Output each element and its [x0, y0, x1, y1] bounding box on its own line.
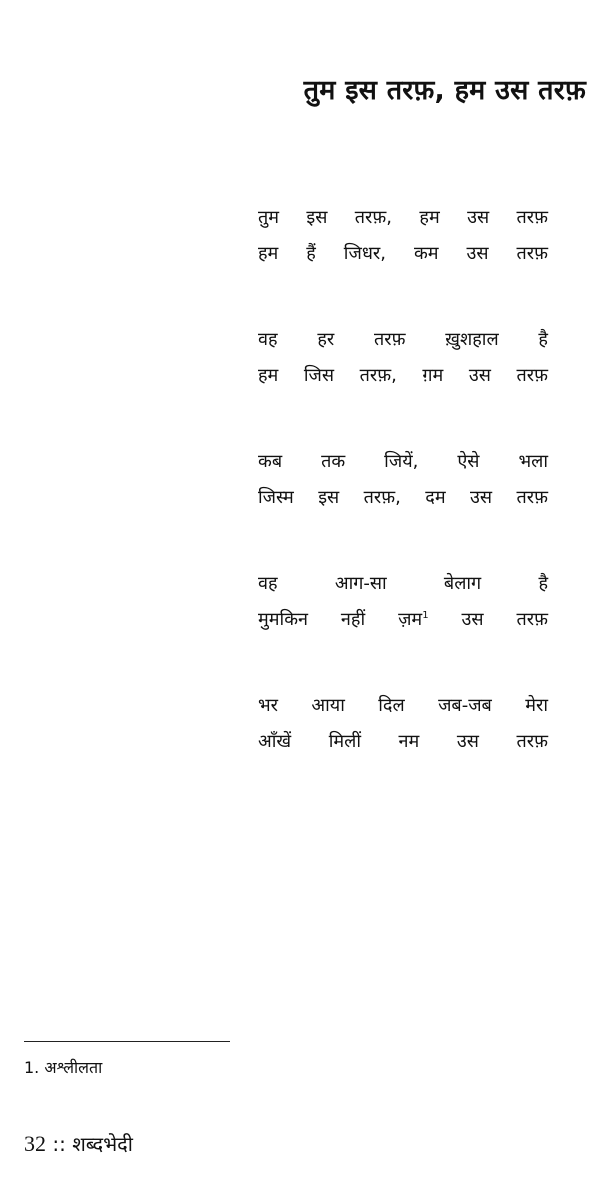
poem-line: जिस्म इस तरफ़, दम उस तरफ़	[258, 487, 548, 508]
footnote-divider	[24, 1041, 230, 1042]
poem-line: कब तक जियें, ऐसे भला	[258, 451, 548, 472]
stanza-5	[258, 688, 548, 760]
page-number: 32	[24, 1131, 46, 1156]
stanza-1	[258, 200, 548, 272]
poem-line: हम जिस तरफ़, ग़म उस तरफ़	[258, 365, 548, 386]
poem-line: हम हैं जिधर, कम उस तरफ़	[258, 243, 548, 264]
page-footer	[24, 1130, 133, 1157]
poem-line: वह हर तरफ़ ख़ुशहाल है	[258, 329, 548, 350]
stanza-3	[258, 444, 548, 516]
poem-line: भर आया दिल जब-जब मेरा	[258, 695, 548, 716]
footnote: 1. अश्लीलता	[24, 1058, 103, 1077]
poem-title: तुम इस तरफ़, हम उस तरफ़	[303, 75, 586, 106]
poem-line: तुम इस तरफ़, हम उस तरफ़	[258, 207, 548, 228]
book-title: शब्दभेदी	[72, 1132, 133, 1156]
poem-body	[258, 200, 548, 810]
line-part: मुमकिन नहीं ज़म	[258, 609, 423, 630]
line-part: उस तरफ़	[461, 609, 548, 630]
footnote-marker: 1	[422, 610, 429, 621]
poem-line-with-footnote	[258, 602, 548, 638]
stanza-2	[258, 322, 548, 394]
poem-line: वह आग-सा बेलाग है	[258, 573, 548, 594]
footer-separator: ::	[52, 1132, 66, 1156]
stanza-4	[258, 566, 548, 638]
poem-line: आँखें मिलीं नम उस तरफ़	[258, 731, 548, 752]
